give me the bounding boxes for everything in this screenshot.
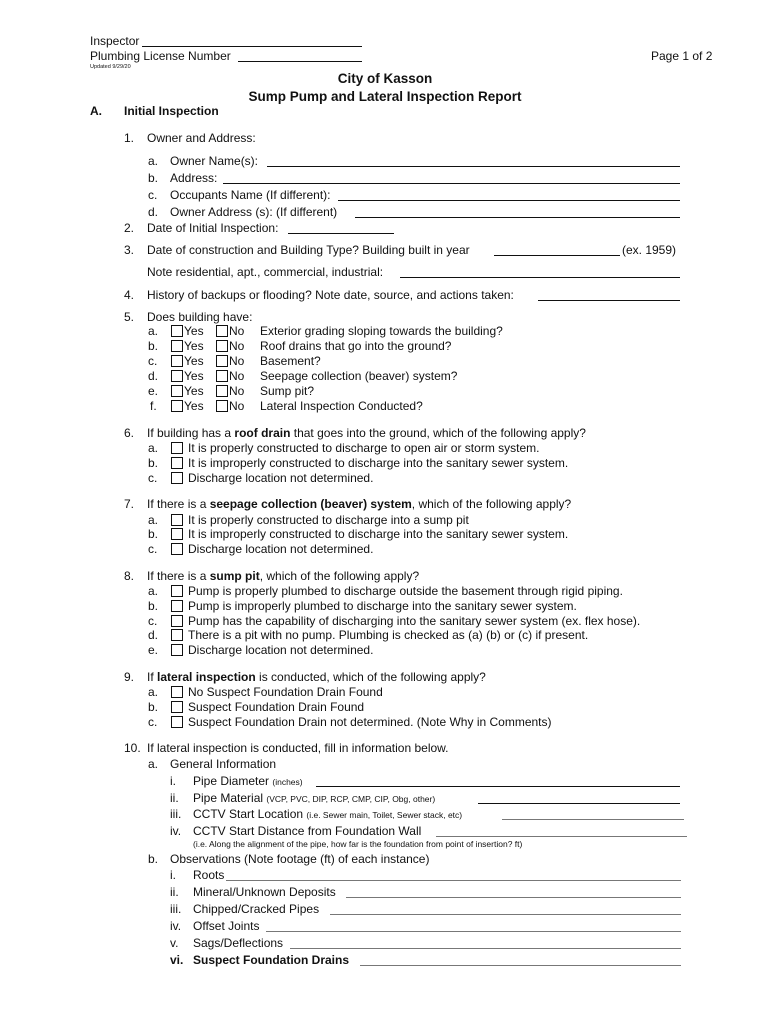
q8a-checkbox[interactable]	[171, 585, 183, 597]
q5f-letter: f.	[150, 399, 157, 413]
q5b-yes-checkbox[interactable]	[171, 340, 183, 352]
yes-label: Yes	[184, 369, 204, 383]
q5a-letter: a.	[148, 324, 159, 338]
q10-text: If lateral inspection is conducted, fill in information below.	[147, 741, 449, 755]
obs-num: iv.	[170, 919, 182, 933]
q6b-checkbox[interactable]	[171, 457, 183, 469]
q5b-letter: b.	[148, 339, 159, 353]
license-field[interactable]	[238, 61, 362, 62]
q5a-no-checkbox[interactable]	[216, 325, 228, 337]
q9c-checkbox[interactable]	[171, 716, 183, 728]
general-num: iv.	[170, 824, 182, 838]
no-label: No	[229, 369, 245, 383]
q5f-no-checkbox[interactable]	[216, 400, 228, 412]
offset-joints-field[interactable]	[266, 931, 681, 932]
q7c-letter: c.	[148, 542, 158, 556]
page-number: Page 1 of 2	[651, 49, 713, 63]
q9a-text: No Suspect Foundation Drain Found	[188, 685, 383, 699]
q6b-letter: b.	[148, 456, 159, 470]
q10b-text: Observations (Note footage (ft) of each instance)	[170, 852, 430, 866]
q10a-letter: a.	[148, 757, 159, 771]
q6a-text: It is properly constructed to discharge to open air or storm system.	[188, 441, 540, 455]
cctv-start-location-field[interactable]	[502, 819, 684, 820]
obs-num: ii.	[170, 885, 179, 899]
q2-number: 2.	[124, 221, 135, 235]
q8b-checkbox[interactable]	[171, 600, 183, 612]
q7b-checkbox[interactable]	[171, 528, 183, 540]
q6a-checkbox[interactable]	[171, 442, 183, 454]
address-field[interactable]	[223, 183, 680, 184]
q5a-text: Exterior grading sloping towards the building?	[260, 324, 503, 338]
inspector-field[interactable]	[142, 46, 362, 47]
sags-label: Sags/Deflections	[193, 936, 284, 950]
q9a-letter: a.	[148, 685, 159, 699]
cctv-start-distance-label: CCTV Start Distance from Foundation Wall	[193, 824, 422, 838]
q1d-letter: d.	[148, 205, 159, 219]
no-label: No	[229, 339, 245, 353]
q5c-letter: c.	[148, 354, 158, 368]
general-num: i.	[170, 774, 176, 788]
q5e-letter: e.	[148, 384, 159, 398]
backups-field[interactable]	[538, 300, 680, 301]
q7b-text: It is improperly constructed to discharge into the sanitary sewer system.	[188, 527, 569, 541]
q8d-letter: d.	[148, 628, 159, 642]
q7-number: 7.	[124, 497, 135, 511]
offset-joints-label: Offset Joints	[193, 919, 260, 933]
q5b-no-checkbox[interactable]	[216, 340, 228, 352]
q7b-letter: b.	[148, 527, 159, 541]
q9c-letter: c.	[148, 715, 158, 729]
q1a-letter: a.	[148, 154, 159, 168]
q8-text: If there is a sump pit, which of the following apply?	[147, 569, 420, 583]
cctv-start-location-label: CCTV Start Location (i.e. Sewer main, Toilet, Sewer stack, etc)	[193, 807, 463, 821]
q3-number: 3.	[124, 243, 135, 257]
q6c-checkbox[interactable]	[171, 472, 183, 484]
roots-field[interactable]	[226, 880, 681, 881]
q9c-text: Suspect Foundation Drain not determined. (Note Why in Comments)	[188, 715, 552, 729]
q5-text: Does building have:	[147, 310, 253, 324]
mineral-deposits-label: Mineral/Unknown Deposits	[193, 885, 336, 899]
q5a-yes-checkbox[interactable]	[171, 325, 183, 337]
section-letter: A.	[90, 104, 102, 118]
q5f-text: Lateral Inspection Conducted?	[260, 399, 423, 413]
owner-address-field[interactable]	[355, 217, 680, 218]
q1-number: 1.	[124, 131, 135, 145]
q4-text: History of backups or flooding? Note date, source, and actions taken:	[147, 288, 514, 302]
q8b-text: Pump is improperly plumbed to discharge into the sanitary sewer system.	[188, 599, 577, 613]
q8e-text: Discharge location not determined.	[188, 643, 374, 657]
q5d-yes-checkbox[interactable]	[171, 370, 183, 382]
q9-text: If lateral inspection is conducted, which of the following apply?	[147, 670, 486, 684]
yes-label: Yes	[184, 384, 204, 398]
q10a-text: General Information	[170, 757, 277, 771]
q7a-text: It is properly constructed to discharge into a sump pit	[188, 513, 469, 527]
q4-number: 4.	[124, 288, 135, 302]
building-type-field[interactable]	[400, 277, 680, 278]
doc-subtitle: Sump Pump and Lateral Inspection Report	[248, 89, 522, 104]
q7a-letter: a.	[148, 513, 159, 527]
q7a-checkbox[interactable]	[171, 514, 183, 526]
pipe-material-field[interactable]	[478, 803, 680, 804]
q5c-text: Basement?	[260, 354, 321, 368]
q8d-checkbox[interactable]	[171, 629, 183, 641]
yes-label: Yes	[184, 399, 204, 413]
q1b-text: Address:	[170, 171, 218, 185]
cctv-start-distance-field[interactable]	[436, 836, 687, 837]
q9b-checkbox[interactable]	[171, 701, 183, 713]
no-label: No	[229, 384, 245, 398]
q8e-checkbox[interactable]	[171, 644, 183, 656]
pipe-material-label: Pipe Material (VCP, PVC, DIP, RCP, CMP, CIP, Obg, other)	[193, 791, 436, 805]
q8e-letter: e.	[148, 643, 159, 657]
updated-date: Updated 9/29/20	[90, 64, 131, 70]
q5d-text: Seepage collection (beaver) system?	[260, 369, 458, 383]
general-num: iii.	[170, 807, 182, 821]
obs-num: iii.	[170, 902, 182, 916]
cracked-pipes-label: Chipped/Cracked Pipes	[193, 902, 320, 916]
q6b-text: It is improperly constructed to discharge into the sanitary sewer system.	[188, 456, 569, 470]
suspect-drains-field[interactable]	[360, 965, 681, 966]
q1c-text: Occupants Name (If different):	[170, 188, 331, 202]
q3-example: (ex. 1959)	[622, 243, 677, 257]
pipe-diameter-label: Pipe Diameter (inches)	[193, 774, 303, 788]
q7-text: If there is a seepage collection (beaver) system, which of the following apply?	[147, 497, 572, 511]
no-label: No	[229, 324, 245, 338]
q5e-yes-checkbox[interactable]	[171, 385, 183, 397]
q7c-checkbox[interactable]	[171, 543, 183, 555]
q9b-text: Suspect Foundation Drain Found	[188, 700, 365, 714]
q6-text: If building has a roof drain that goes into the ground, which of the following apply?	[147, 426, 586, 440]
q6a-letter: a.	[148, 441, 159, 455]
pipe-diameter-field[interactable]	[316, 786, 680, 787]
obs-num: vi.	[170, 953, 184, 967]
q6c-text: Discharge location not determined.	[188, 471, 374, 485]
q3-text: Date of construction and Building Type? Building built in year	[147, 243, 470, 257]
q5c-yes-checkbox[interactable]	[171, 355, 183, 367]
cracked-pipes-field[interactable]	[330, 914, 681, 915]
section-title: Initial Inspection	[124, 104, 219, 118]
license-label: Plumbing License Number	[90, 49, 231, 63]
yes-label: Yes	[184, 354, 204, 368]
suspect-drains-label: Suspect Foundation Drains	[193, 953, 350, 967]
q8a-text: Pump is properly plumbed to discharge outside the basement through rigid piping.	[188, 584, 623, 598]
q5e-text: Sump pit?	[260, 384, 315, 398]
mineral-deposits-field[interactable]	[346, 897, 681, 898]
obs-num: v.	[170, 936, 179, 950]
q9a-checkbox[interactable]	[171, 686, 183, 698]
q1a-text: Owner Name(s):	[170, 154, 259, 168]
q1b-letter: b.	[148, 171, 159, 185]
q8c-checkbox[interactable]	[171, 615, 183, 627]
q2-text: Date of Initial Inspection:	[147, 221, 279, 235]
q8c-letter: c.	[148, 614, 158, 628]
q5c-no-checkbox[interactable]	[216, 355, 228, 367]
roots-label: Roots	[193, 868, 225, 882]
q10b-letter: b.	[148, 852, 159, 866]
q6c-letter: c.	[148, 471, 158, 485]
q1d-text: Owner Address (s): (If different)	[170, 205, 338, 219]
owner-name-field[interactable]	[267, 166, 680, 167]
q8a-letter: a.	[148, 584, 159, 598]
q9b-letter: b.	[148, 700, 159, 714]
yes-label: Yes	[184, 324, 204, 338]
inspection-date-field[interactable]	[288, 233, 394, 234]
no-label: No	[229, 399, 245, 413]
q5f-yes-checkbox[interactable]	[171, 400, 183, 412]
sags-field[interactable]	[290, 948, 681, 949]
q3-note: Note residential, apt., commercial, industrial:	[147, 265, 384, 279]
q8b-letter: b.	[148, 599, 159, 613]
general-num: ii.	[170, 791, 179, 805]
q9-number: 9.	[124, 670, 135, 684]
q8-number: 8.	[124, 569, 135, 583]
occupants-field[interactable]	[338, 200, 680, 201]
q8c-text: Pump has the capability of discharging into the sanitary sewer system (ex. flex hose).	[188, 614, 641, 628]
q5-number: 5.	[124, 310, 135, 324]
doc-title: City of Kasson	[337, 71, 433, 86]
year-built-field[interactable]	[494, 255, 620, 256]
q5b-text: Roof drains that go into the ground?	[260, 339, 452, 353]
q10-number: 10.	[124, 741, 141, 755]
q1-text: Owner and Address:	[147, 131, 256, 145]
q5e-no-checkbox[interactable]	[216, 385, 228, 397]
cctv-distance-note: (i.e. Along the alignment of the pipe, how far is the foundation from point of insertion? ft)	[193, 839, 523, 849]
yes-label: Yes	[184, 339, 204, 353]
q1c-letter: c.	[148, 188, 158, 202]
q5d-no-checkbox[interactable]	[216, 370, 228, 382]
inspector-label: Inspector	[90, 34, 140, 48]
no-label: No	[229, 354, 245, 368]
q5d-letter: d.	[148, 369, 159, 383]
q6-number: 6.	[124, 426, 135, 440]
obs-num: i.	[170, 868, 176, 882]
q7c-text: Discharge location not determined.	[188, 542, 374, 556]
q8d-text: There is a pit with no pump. Plumbing is checked as (a) (b) or (c) if present.	[188, 628, 589, 642]
